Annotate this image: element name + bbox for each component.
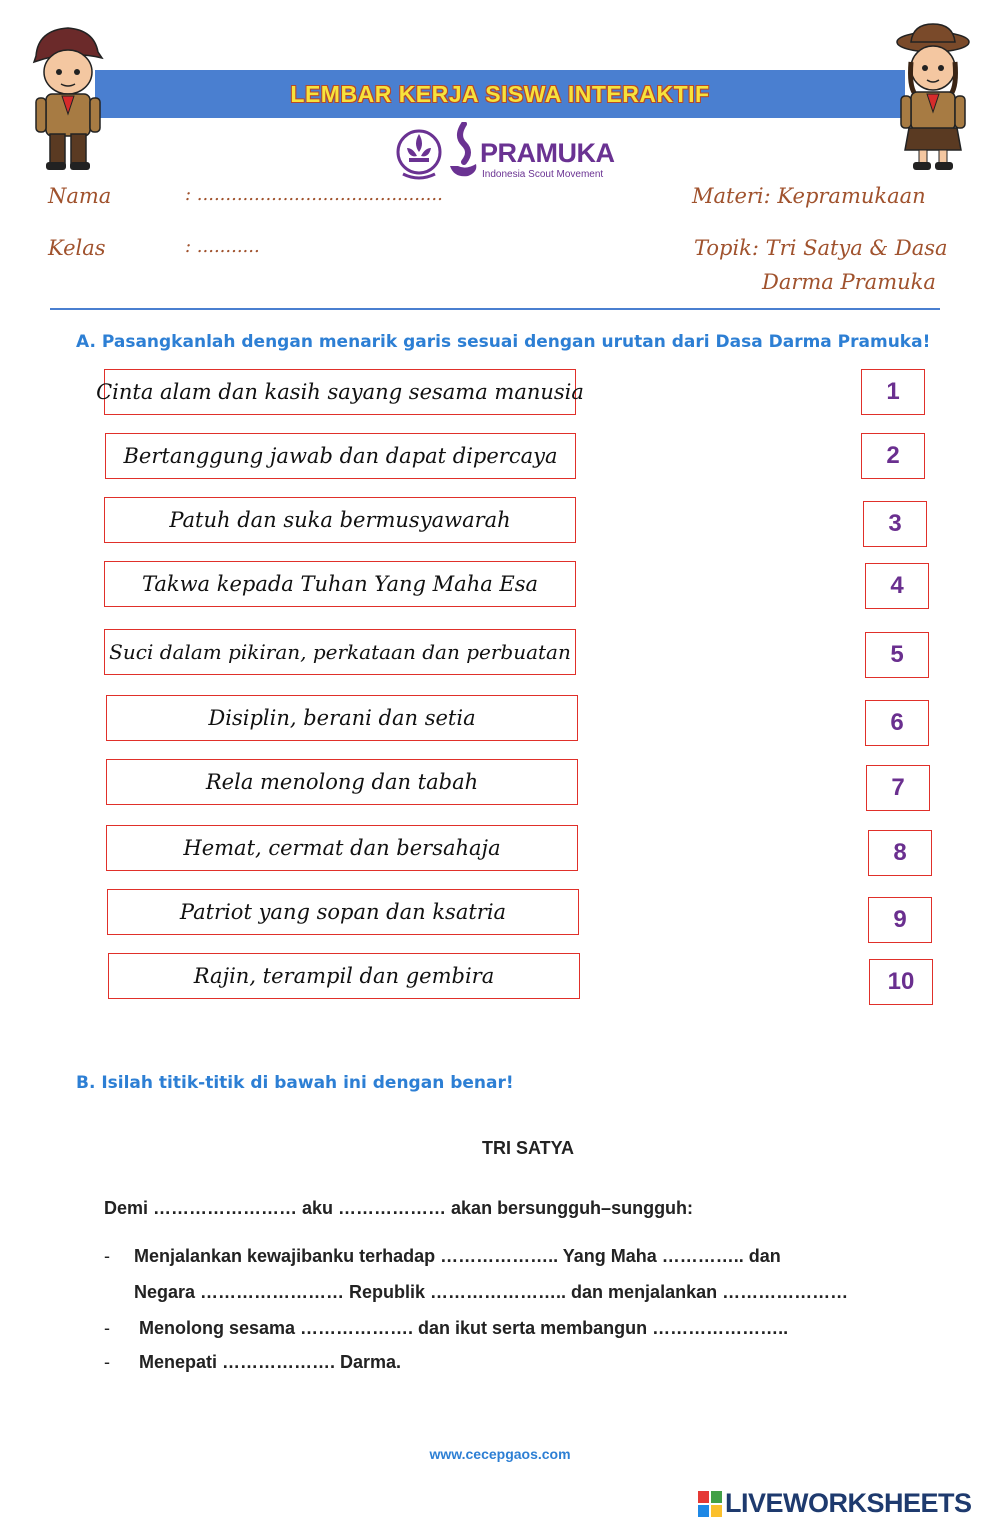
number-box[interactable]: 2 xyxy=(861,433,925,479)
bullet-mark: - xyxy=(104,1246,110,1266)
materi-text: Materi: Kepramukaan xyxy=(692,184,926,208)
tri-satya-intro[interactable]: Demi …………………… aku ……………… akan bersungguh–sungguh: xyxy=(104,1198,694,1218)
tri-satya-title: TRI SATYA xyxy=(481,1138,574,1158)
name-field[interactable]: : ........................................... xyxy=(185,184,443,205)
number-box[interactable]: 6 xyxy=(865,700,929,746)
topik-text-line1: Topik: Tri Satya & Dasa xyxy=(694,236,948,260)
scout-girl-illustration xyxy=(893,22,973,172)
wosm-emblem-icon xyxy=(395,126,443,182)
number-box[interactable]: 1 xyxy=(861,369,925,415)
bullet-mark: - xyxy=(104,1352,110,1372)
number-box[interactable]: 4 xyxy=(865,563,929,609)
statement-box[interactable]: Bertanggung jawab dan dapat dipercaya xyxy=(105,433,576,479)
pramuka-brand: PRAMUKA xyxy=(480,138,615,168)
number-box[interactable]: 7 xyxy=(866,765,930,811)
pramuka-tunas-icon xyxy=(446,122,480,180)
statement-box[interactable]: Patriot yang sopan dan ksatria xyxy=(107,889,579,935)
statement-box[interactable]: Takwa kepada Tuhan Yang Maha Esa xyxy=(104,561,576,607)
statement-box[interactable]: Hemat, cermat dan bersahaja xyxy=(106,825,578,871)
statement-box[interactable]: Disiplin, berani dan setia xyxy=(106,695,578,741)
tri-satya-point-2[interactable]: Menolong sesama ………………. dan ikut serta membangun ………………….. xyxy=(139,1318,789,1338)
statement-box[interactable]: Rajin, terampil dan gembira xyxy=(108,953,580,999)
statement-box[interactable]: Cinta alam dan kasih sayang sesama manusia xyxy=(104,369,576,415)
liveworksheets-logo-icon xyxy=(698,1491,722,1517)
number-box[interactable]: 5 xyxy=(865,632,929,678)
tri-satya-point-1-line2[interactable]: Negara …………………… Republik ………………….. dan menjalankan ………………… xyxy=(134,1282,849,1302)
class-label: Kelas xyxy=(48,236,106,260)
statement-box[interactable]: Patuh dan suka bermusyawarah xyxy=(104,497,576,543)
section-a-heading: A. Pasangkanlah dengan menarik garis sesuai dengan urutan dari Dasa Darma Pramuka! xyxy=(76,332,931,352)
bullet-mark: - xyxy=(104,1318,110,1338)
statement-box[interactable]: Rela menolong dan tabah xyxy=(106,759,578,805)
name-label: Nama xyxy=(48,184,112,208)
section-b-heading: B. Isilah titik-titik di bawah ini dengan benar! xyxy=(76,1073,514,1093)
topik-text-line2: Darma Pramuka xyxy=(762,270,936,294)
footer-url[interactable]: www.cecepgaos.com xyxy=(429,1446,571,1462)
header-divider xyxy=(50,308,940,310)
number-box[interactable]: 10 xyxy=(869,959,933,1005)
liveworksheets-brand[interactable]: LIVEWORKSHEETS xyxy=(725,1488,972,1518)
statement-box[interactable]: Suci dalam pikiran, perkataan dan perbuatan xyxy=(104,629,576,675)
pramuka-subtitle: Indonesia Scout Movement xyxy=(482,169,604,180)
scout-boy-illustration xyxy=(28,22,108,172)
number-box[interactable]: 8 xyxy=(868,830,932,876)
header-banner xyxy=(95,70,905,118)
number-box[interactable]: 9 xyxy=(868,897,932,943)
tri-satya-point-1-line1[interactable]: Menjalankan kewajibanku terhadap ……………….. Yang Maha ………….. dan xyxy=(134,1246,781,1266)
number-box[interactable]: 3 xyxy=(863,501,927,547)
class-field[interactable]: : ........... xyxy=(185,236,260,257)
worksheet-title: LEMBAR KERJA SISWA INTERAKTIF xyxy=(290,80,710,107)
tri-satya-point-3[interactable]: Menepati ………………. Darma. xyxy=(139,1352,402,1372)
